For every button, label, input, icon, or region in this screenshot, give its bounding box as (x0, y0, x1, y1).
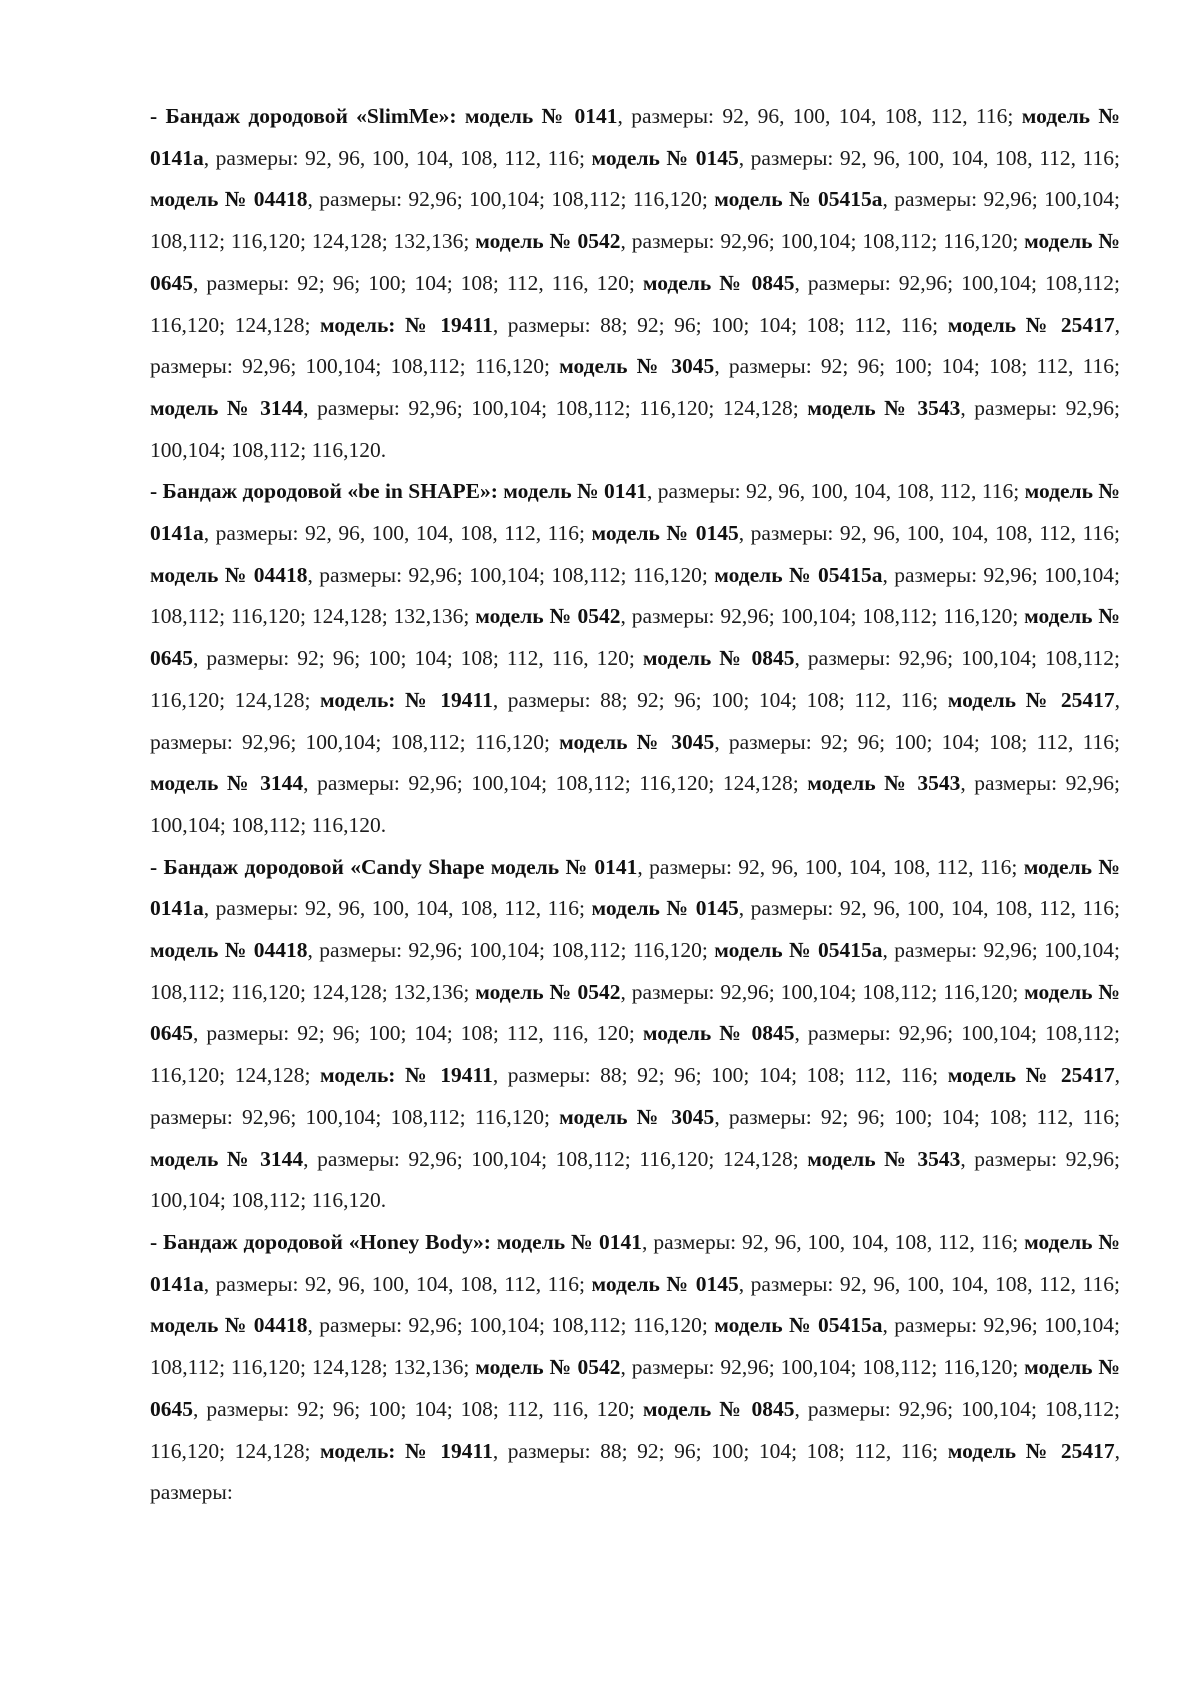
model-label: модель № 05415а (714, 187, 883, 212)
size-list: , размеры: 92,96; 100,104; 108,112; 116,120; 124,128; (303, 395, 808, 420)
model-label: модель № 3144 (150, 395, 304, 420)
size-list: , размеры: 92,96; 100,104; 108,112; 116,120; (307, 187, 715, 212)
size-list: , размеры: 92, 96, 100, 104, 108, 112, 116; (738, 145, 1120, 170)
model-label: модель № 0645 (150, 1355, 1120, 1421)
model-label: модель № 3045 (559, 729, 715, 754)
size-list: , размеры: 92, 96, 100, 104, 108, 112, 116; (647, 479, 1025, 504)
size-list: , размеры: 92,96; 100,104; 108,112; 116,120; 124,128; 132,136; (150, 1313, 1121, 1380)
model-label: модель № 0145 (591, 896, 739, 921)
size-list: , размеры: 92,96; 100,104; 108,112; 116,120; (620, 229, 1025, 254)
size-list: , размеры: 92, 96, 100, 104, 108, 112, 116; (203, 145, 592, 170)
size-list: , размеры: 92, 96, 100, 104, 108, 112, 116; (203, 896, 592, 921)
model-label: модель: № 19411 (319, 312, 493, 337)
size-list: , размеры: 88; 92; 96; 100; 104; 108; 112, 116; (492, 687, 948, 712)
size-list: , размеры: 92,96; 100,104; 108,112; 116,120. (150, 771, 1120, 837)
size-list: , размеры: 92,96; 100,104; 108,112; 116,120; (620, 979, 1025, 1004)
model-label: модель № 3045 (559, 354, 715, 379)
model-label: модель № 0141а (150, 104, 1121, 170)
model-label: модель № 0645 (150, 979, 1120, 1046)
size-list: , размеры: 92,96; 100,104; 108,112; 116,120. (150, 395, 1120, 462)
size-list: , размеры: 92; 96; 100; 104; 108; 112, 116; (714, 1104, 1120, 1129)
model-label: модель № 25417 (947, 687, 1115, 712)
model-label: модель № 0542 (475, 604, 621, 629)
entry-be-in-shape (150, 471, 1120, 846)
model-label: модель: № 19411 (319, 687, 493, 712)
size-list: , размеры: 92, 96, 100, 104, 108, 112, 116; (738, 896, 1120, 921)
model-label: модель № 3144 (150, 1146, 304, 1171)
model-label: модель № 05415а (714, 562, 883, 587)
model-label: модель № 05415а (714, 938, 883, 963)
size-list: , размеры: 88; 92; 96; 100; 104; 108; 112, 116; (492, 1063, 948, 1088)
model-label: - Бандаж дородовой «Candy Shape модель № 0141 (150, 854, 638, 879)
size-list: , размеры: 92,96; 100,104; 108,112; 116,120; (620, 604, 1025, 629)
model-label: модель: № 19411 (319, 1063, 493, 1088)
model-label: модель № 0845 (642, 1021, 795, 1046)
model-label: модель № 0141а (150, 1229, 1120, 1296)
model-label: модель № 0845 (642, 270, 795, 295)
model-label: модель № 0645 (150, 604, 1120, 671)
model-label: модель: № 19411 (319, 1438, 493, 1463)
size-list: , размеры: 92, 96, 100, 104, 108, 112, 116; (637, 854, 1024, 879)
size-list: , размеры: 92; 96; 100; 104; 108; 112, 116; (714, 729, 1120, 754)
size-list: , размеры: 92,96; 100,104; 108,112; 116,120; (307, 1313, 715, 1338)
entry-candy-shape (150, 847, 1120, 1222)
model-label: модель № 0542 (475, 979, 621, 1004)
entry-slimme (150, 96, 1120, 471)
model-label: модель № 25417 (947, 1438, 1115, 1463)
size-list: , размеры: 92; 96; 100; 104; 108; 112, 116, 120; (193, 1396, 643, 1421)
size-list: , размеры: 92; 96; 100; 104; 108; 112, 116, 120; (193, 1021, 643, 1046)
size-list: , размеры: 92; 96; 100; 104; 108; 112, 116, 120; (193, 646, 643, 671)
size-list: , размеры: 92,96; 100,104; 108,112; 116,120; (620, 1355, 1025, 1380)
size-list: , размеры: 92,96; 100,104; 108,112; 116,120; 124,128; (150, 646, 1121, 712)
size-list: , размеры: 92, 96, 100, 104, 108, 112, 116; (203, 1271, 592, 1296)
model-label: модель № 0145 (591, 145, 739, 170)
model-label: модель № 3144 (150, 771, 304, 796)
model-label: - Бандаж дородовой «Honey Body»: модель № 0141 (150, 1229, 643, 1254)
model-label: модель № 0542 (475, 229, 621, 254)
model-label: модель № 3543 (807, 1146, 961, 1171)
size-list: , размеры: 92,96; 100,104; 108,112; 116,120; (307, 562, 715, 587)
size-list: , размеры: 92,96; 100,104; 108,112; 116,120; 124,128; 132,136; (150, 938, 1121, 1004)
size-list: , размеры: 92,96; 100,104; 108,112; 116,120; 124,128; 132,136; (150, 562, 1121, 629)
model-label: модель № 0845 (642, 646, 795, 671)
size-list: , размеры: 92,96; 100,104; 108,112; 116,120; 124,128; (150, 1021, 1121, 1088)
size-list: , размеры: 92,96; 100,104; 108,112; 116,120; (150, 1063, 1120, 1129)
size-list: , размеры: 88; 92; 96; 100; 104; 108; 112, 116; (492, 1438, 948, 1463)
model-label: модель № 25417 (947, 1063, 1115, 1088)
model-label: модель № 04418 (150, 187, 308, 212)
model-label: модель № 0141а (150, 854, 1120, 921)
size-list: , размеры: 92; 96; 100; 104; 108; 112, 116, 120; (193, 270, 643, 295)
size-list: , размеры: 92, 96, 100, 104, 108, 112, 116; (617, 104, 1022, 128)
size-list: , размеры: 92, 96, 100, 104, 108, 112, 116; (738, 1271, 1120, 1296)
model-label: модель № 04418 (150, 1313, 308, 1338)
model-label: модель № 25417 (947, 312, 1115, 337)
size-list: , размеры: (150, 1438, 1120, 1505)
model-label: модель № 04418 (150, 562, 308, 587)
size-list: , размеры: 92; 96; 100; 104; 108; 112, 116; (714, 354, 1120, 379)
size-list: , размеры: 92, 96, 100, 104, 108, 112, 116; (203, 521, 592, 546)
size-list: , размеры: 92,96; 100,104; 108,112; 116,120; (150, 312, 1120, 379)
size-list: , размеры: 92,96; 100,104; 108,112; 116,120; 124,128; (150, 1396, 1121, 1463)
size-list: , размеры: 92,96; 100,104; 108,112; 116,120; (307, 938, 715, 963)
model-label: - Бандаж дородовой «be in SHAPE»: модель № 0141 (150, 479, 648, 504)
model-label: модель № 3045 (559, 1104, 715, 1129)
model-label: модель № 0645 (150, 229, 1120, 295)
model-label: модель № 0542 (475, 1355, 621, 1380)
model-label: модель № 0145 (591, 1271, 739, 1296)
size-list: , размеры: 92,96; 100,104; 108,112; 116,120. (150, 1146, 1120, 1213)
model-label: модель № 05415а (714, 1313, 883, 1338)
model-label: - Бандаж дородовой «SlimMe»: модель № 0141 (150, 104, 618, 128)
size-list: , размеры: 88; 92; 96; 100; 104; 108; 112, 116; (492, 312, 948, 337)
size-list: , размеры: 92,96; 100,104; 108,112; 116,120; 124,128; (150, 270, 1121, 337)
model-label: модель № 0141а (150, 479, 1120, 546)
model-label: модель № 3543 (807, 771, 961, 796)
document-page (150, 96, 1120, 1514)
size-list: , размеры: 92, 96, 100, 104, 108, 112, 116; (738, 521, 1120, 546)
size-list: , размеры: 92,96; 100,104; 108,112; 116,120; (150, 687, 1120, 754)
size-list: , размеры: 92, 96, 100, 104, 108, 112, 116; (642, 1229, 1025, 1254)
size-list: , размеры: 92,96; 100,104; 108,112; 116,120; 124,128; 132,136; (150, 187, 1121, 254)
model-label: модель № 3543 (807, 395, 961, 420)
size-list: , размеры: 92,96; 100,104; 108,112; 116,120; 124,128; (303, 771, 808, 796)
size-list: , размеры: 92,96; 100,104; 108,112; 116,120; 124,128; (303, 1146, 808, 1171)
entry-honey-body (150, 1222, 1120, 1514)
model-label: модель № 0145 (591, 521, 739, 546)
model-label: модель № 04418 (150, 938, 308, 963)
model-label: модель № 0845 (642, 1396, 795, 1421)
